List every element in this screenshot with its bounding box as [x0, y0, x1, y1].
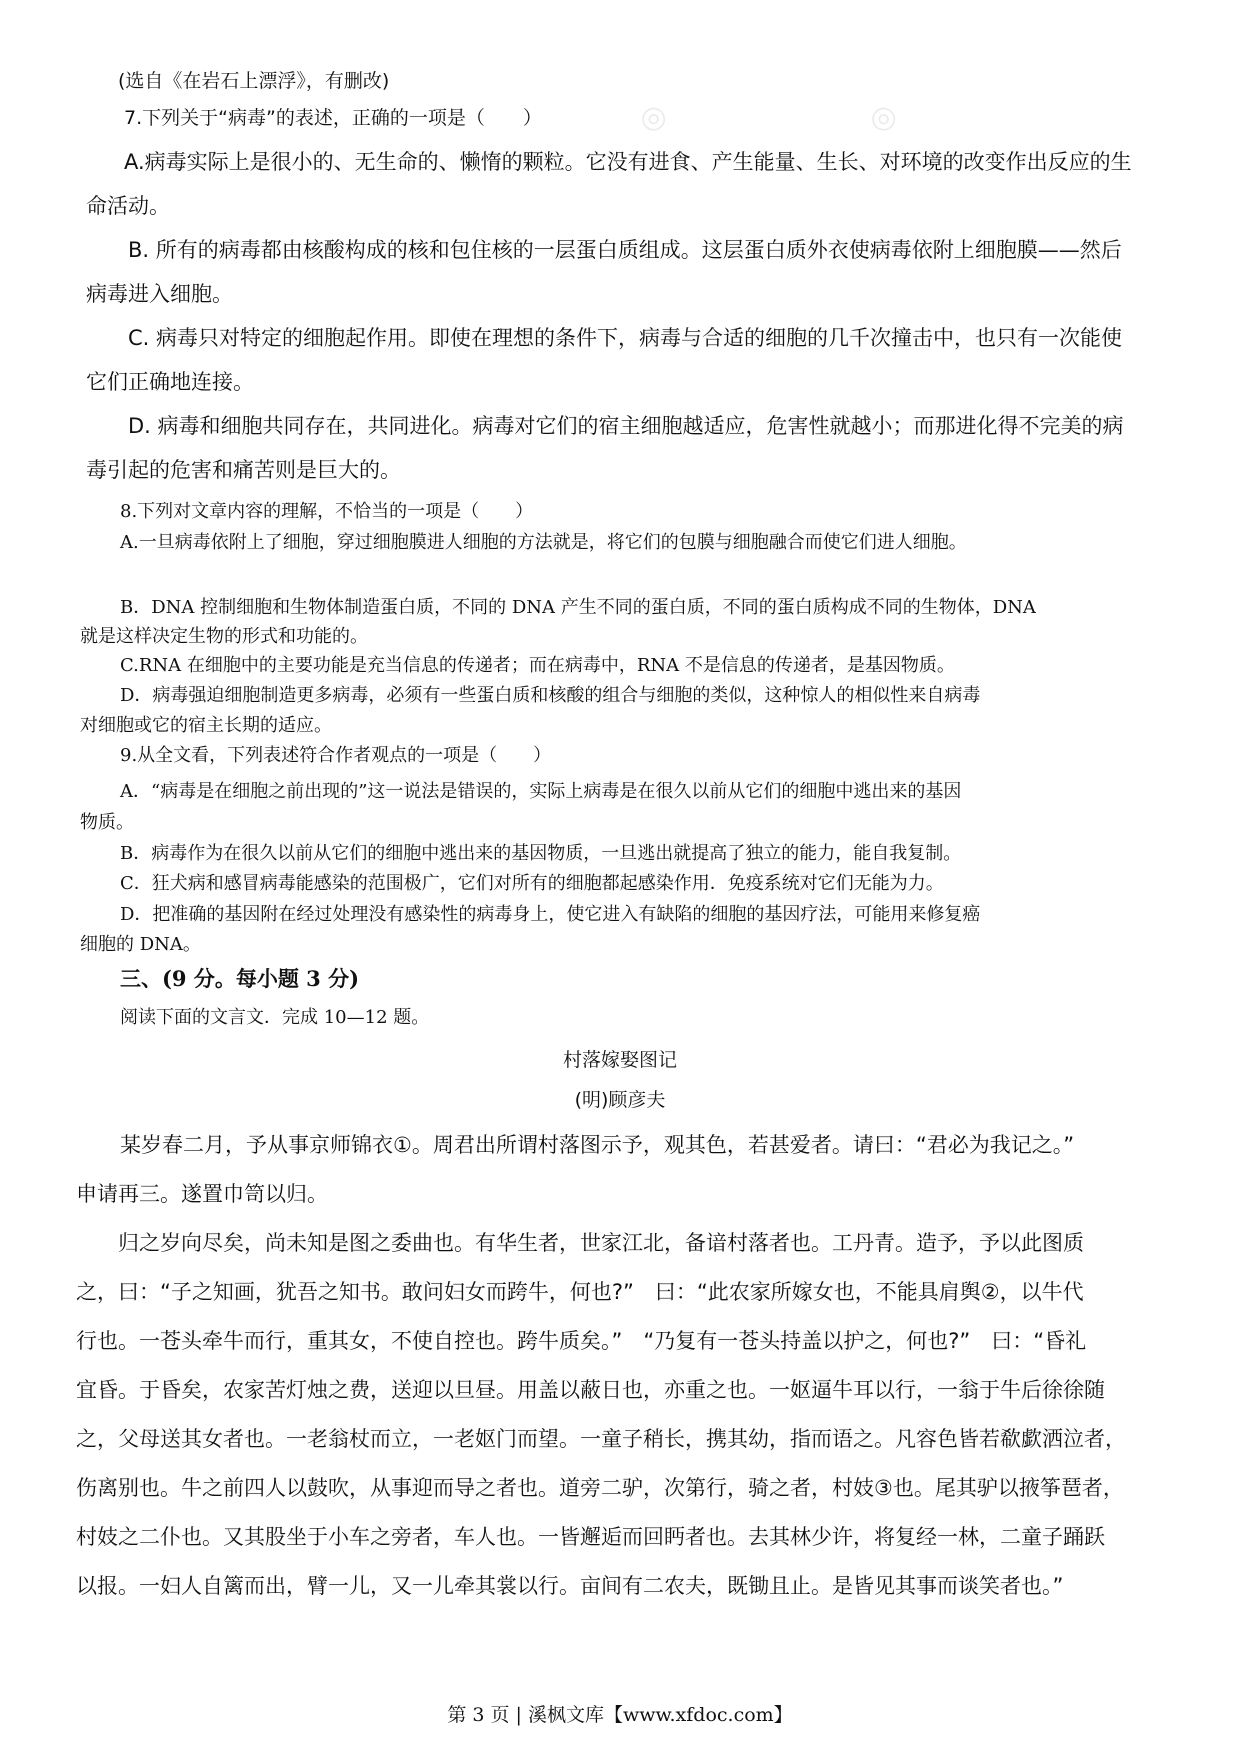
q9-stem: 9.从全文看，下列表述符合作者观点的一项是（ ）: [120, 745, 552, 766]
q9-option-d-line1: D．把准确的基因附在经过处理没有感染性的病毒身上，使它进入有缺陷的细胞的基因疗法，可能用来修复癌: [120, 904, 981, 925]
article-line: 行也。一苍头牵牛而行，重其女，不使自控也。跨牛质矣。” “乃复有一苍头持盖以护之，何也?” 曰：“昏礼: [76, 1329, 1087, 1353]
article-line: 某岁春二月，予从事京师锦衣①。周君出所谓村落图示予，观其色，若甚爱者。请曰：“君必为我记之。”: [120, 1133, 1075, 1157]
article-line: 以报。一妇人自篱而出，臂一儿，又一儿牵其裳以行。亩间有二农夫，既锄且止。是皆见其事而谈笑者也。”: [76, 1574, 1064, 1598]
watermark: ◎: [865, 96, 901, 139]
q8-option-b-line2: 就是这样决定生物的形式和功能的。: [80, 626, 368, 647]
q7-option-d-line2: 毒引起的危害和痛苦则是巨大的。: [86, 458, 401, 482]
page-footer: 第 3 页 | 溪枫文库【www.xfdoc.com】: [447, 1704, 793, 1726]
article-line: 宜昏。于昏矣，农家苦灯烛之费，送迎以旦昼。用盖以蔽日也，亦重之也。一妪逼牛耳以行，一翁于牛后徐徐随: [76, 1378, 1105, 1402]
article-title: 村落嫁娶图记: [562, 1049, 677, 1071]
section-instruction: 阅读下面的文言文．完成 10—12 题。: [120, 1007, 430, 1028]
article-line: 伤离别也。牛之前四人以鼓吹，从事迎而导之者也。道旁二驴，次第行，骑之者，村妓③也。尾其驴以掖筝琶者，: [76, 1476, 1124, 1500]
article-line: 之，父母送其女者也。一老翁杖而立，一老妪门而望。一童子稍长，携其幼，指而语之。凡容色皆若欷歔洒泣者，: [76, 1427, 1126, 1451]
section-heading: 三、(9 分。每小题 3 分): [120, 966, 360, 991]
q7-option-c-line2: 它们正确地连接。: [86, 370, 254, 394]
watermark: ◎: [635, 96, 671, 139]
q8-option-a-line1: A.一旦病毒依附上了细胞，穿过细胞膜进人细胞的方法就是，将它们的包膜与细胞融合而使它们进人细胞。: [120, 532, 967, 553]
q8-option-d-line2: 对细胞或它的宿主长期的适应。: [80, 715, 332, 736]
q7-option-d-line1: D. 病毒和细胞共同存在，共同进化。病毒对它们的宿主细胞越适应，危害性就越小；而那进化得不完美的病: [128, 414, 1124, 438]
q9-option-d-line2: 细胞的 DNA。: [80, 934, 201, 955]
q7-option-c-line1: C. 病毒只对特定的细胞起作用。即使在理想的条件下，病毒与合适的细胞的几千次撞击中，也只有一次能使: [128, 326, 1123, 350]
q7-option-b-line2: 病毒进入细胞。: [86, 282, 233, 306]
q7-option-a-line1: A.病毒实际上是很小的、无生命的、懒惰的颗粒。它没有进食、产生能量、生长、对环境的改变作出反应的生: [124, 150, 1132, 174]
q8-option-d-line1: D．病毒强迫细胞制造更多病毒，必须有一些蛋白质和核酸的组合与细胞的类似，这种惊人的相似性来自病毒: [120, 685, 981, 706]
article-author: (明)顾彦夫: [574, 1089, 666, 1111]
q9-option-a-line2: 物质。: [80, 812, 134, 833]
q9-option-a-line1: A．“病毒是在细胞之前出现的”这一说法是错误的，实际上病毒是在很久以前从它们的细胞中逃出来的基因: [120, 781, 962, 802]
q7-option-b-line1: B. 所有的病毒都由核酸构成的核和包住核的一层蛋白质组成。这层蛋白质外衣使病毒依附上细胞膜——然后: [128, 238, 1122, 262]
article-line: 村妓之二仆也。又其股坐于小车之旁者，车人也。一皆邂逅而回眄者也。去其林少许，将复经一林，二童子踊跃: [76, 1525, 1105, 1549]
q8-option-b-line1: B．DNA 控制细胞和生物体制造蛋白质，不同的 DNA 产生不同的蛋白质，不同的蛋白质构成不同的生物体，DNA: [120, 597, 1036, 618]
source-note: (选自《在岩石上漂浮》，有删改): [118, 70, 390, 92]
q9-option-c-line1: C．狂犬病和感冒病毒能感染的范围极广，它们对所有的细胞都起感染作用．免疫系统对它们无能为力。: [120, 873, 944, 894]
q8-stem: 8.下列对文章内容的理解，不恰当的一项是（ ）: [120, 501, 534, 522]
article-line: 归之岁向尽矣，尚未知是图之委曲也。有华生者，世家江北，备谙村落者也。工丹青。造予，予以此图质: [76, 1231, 1084, 1255]
q7-stem: 7.下列关于“病毒”的表述，正确的一项是（ ）: [124, 107, 542, 129]
q9-option-b-line1: B．病毒作为在很久以前从它们的细胞中逃出来的基因物质，一旦逃出就提高了独立的能力，能自我复制。: [120, 843, 962, 864]
q8-option-c-line1: C.RNA 在细胞中的主要功能是充当信息的传递者；而在病毒中，RNA 不是信息的传递者，是基因物质。: [120, 655, 955, 676]
article-line: 之，曰：“子之知画，犹吾之知书。敢问妇女而跨牛，何也?” 曰：“此农家所嫁女也，不能具肩舆②，以牛代: [76, 1280, 1084, 1304]
q7-option-a-line2: 命活动。: [86, 194, 170, 218]
article-line: 申请再三。遂置巾笥以归。: [76, 1182, 328, 1206]
